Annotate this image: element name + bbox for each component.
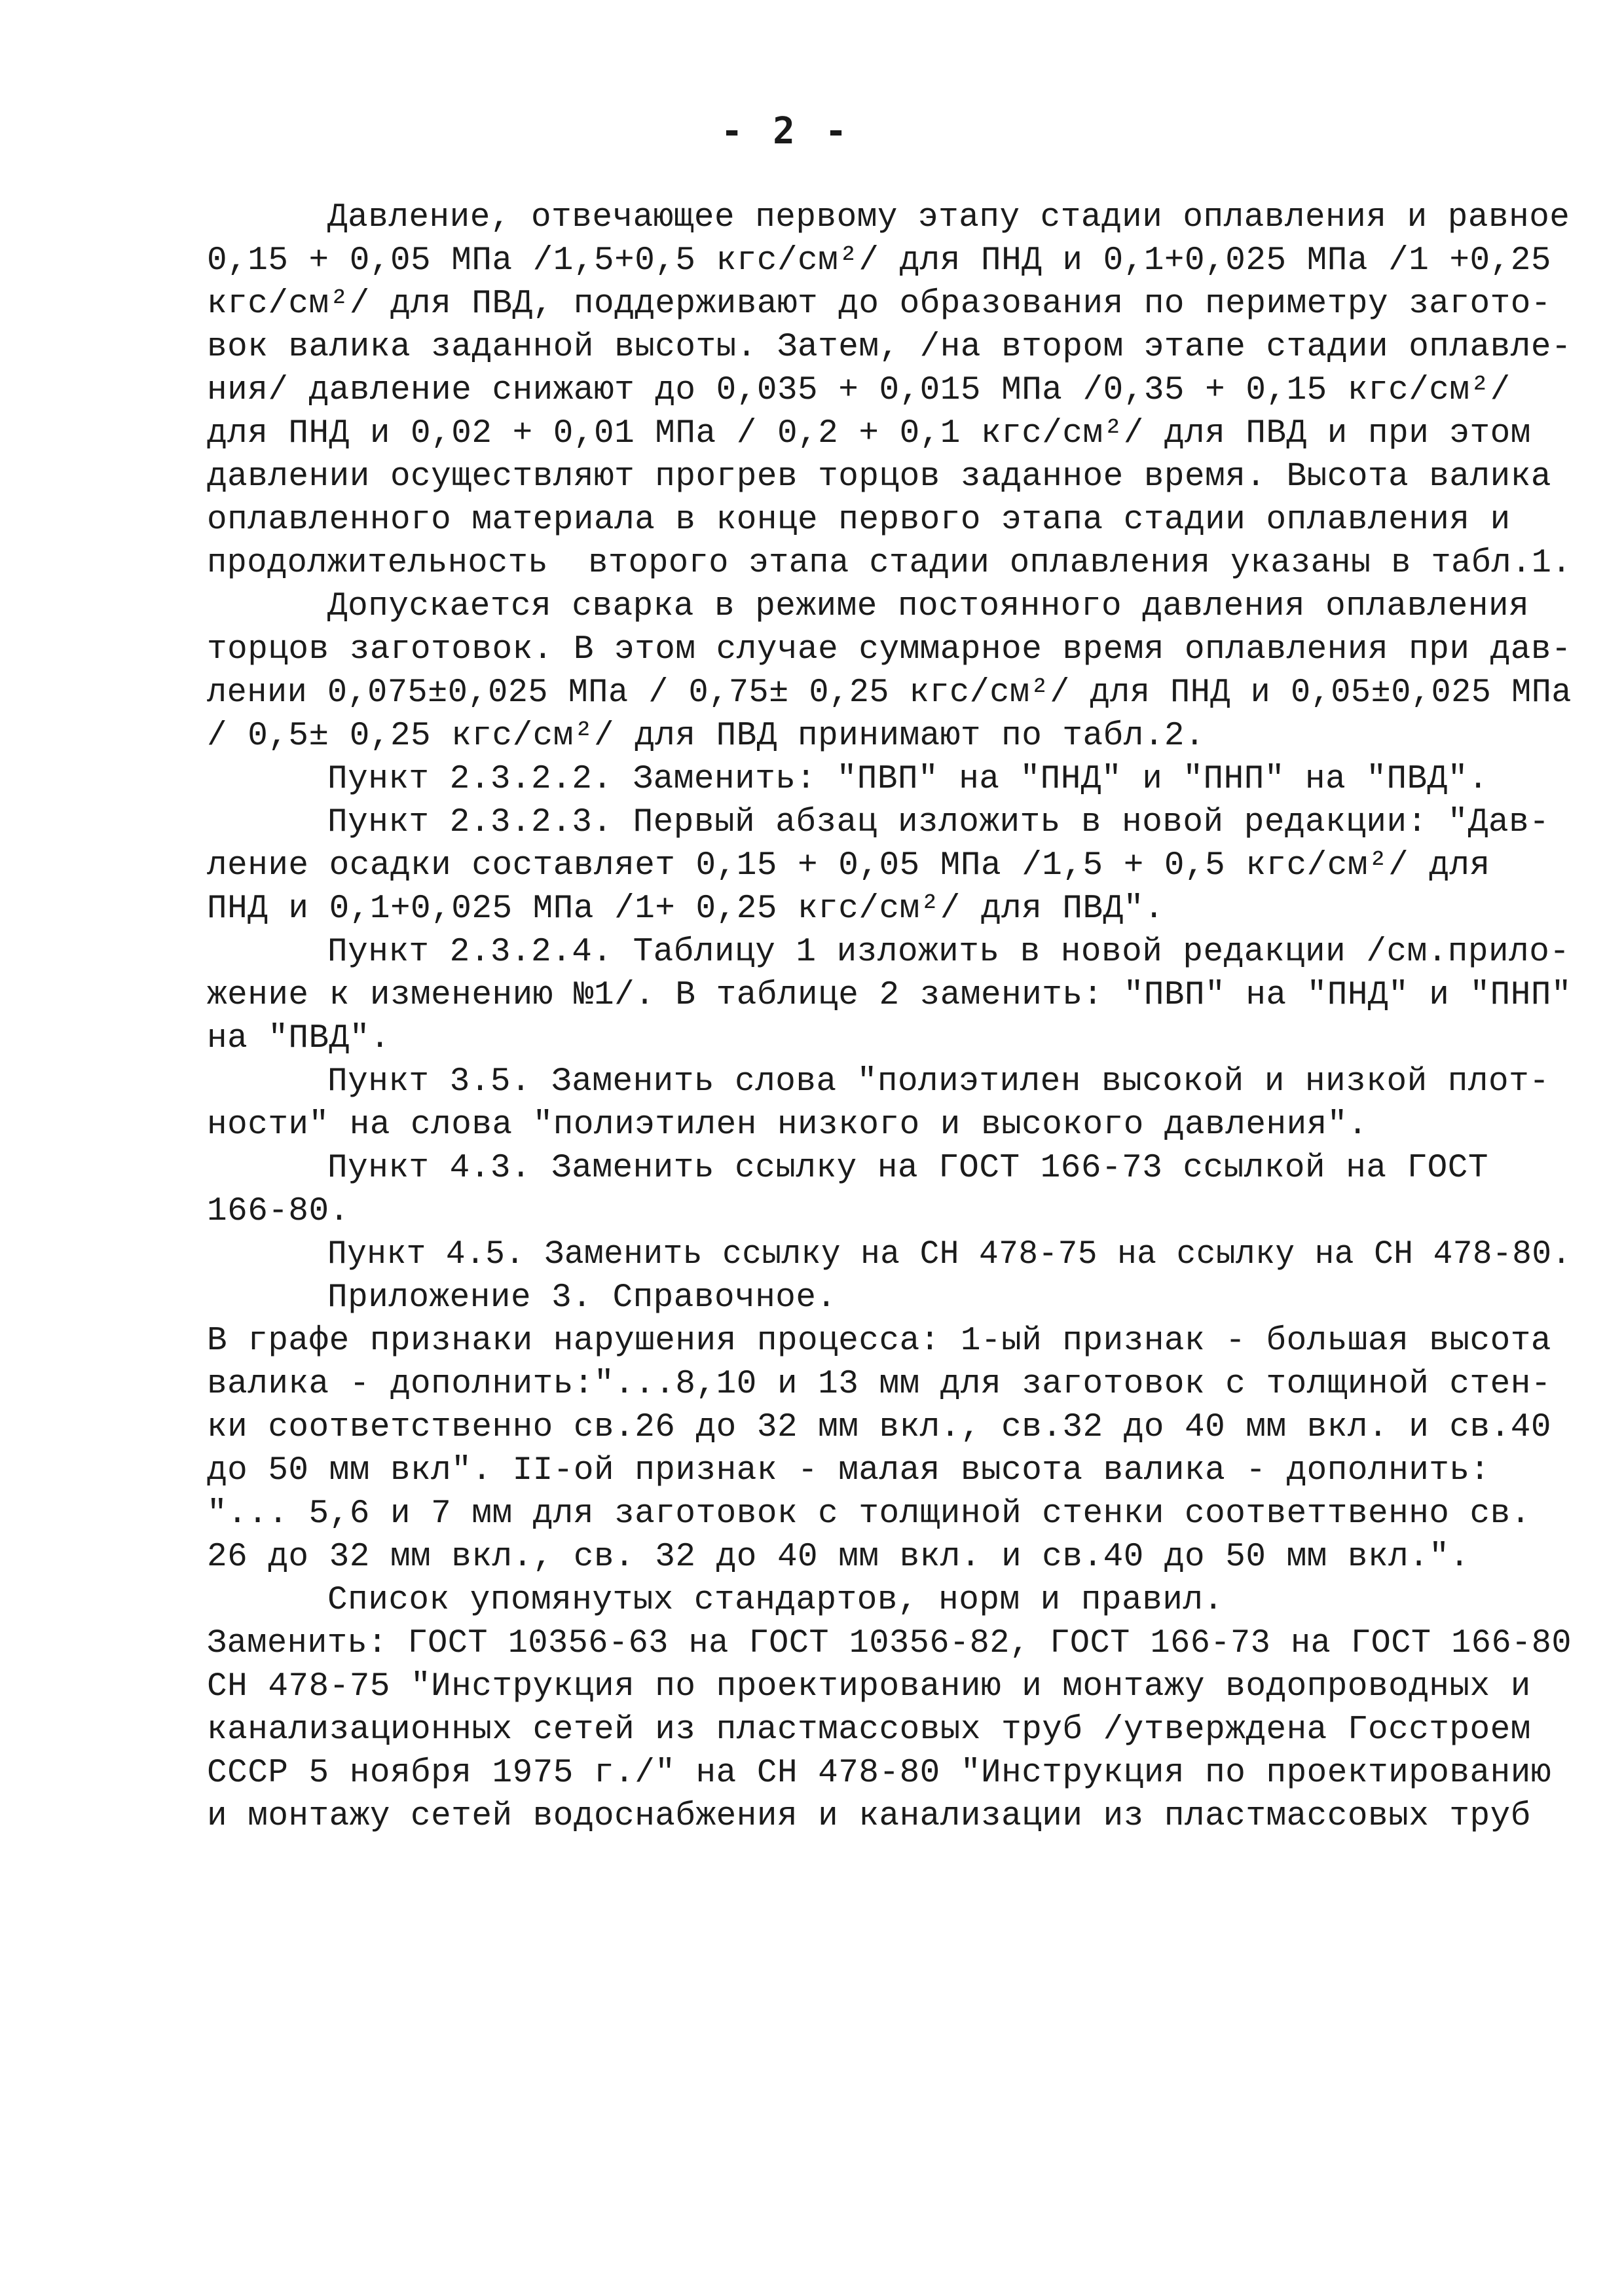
text-line: ление осадки составляет 0,15 + 0,05 МПа /1,5 + 0,5 кгс/см²/ для	[207, 847, 1490, 884]
text-line: СССР 5 ноября 1975 г./" на СН 478-80 "Инструкция по проектированию	[207, 1755, 1551, 1792]
text-line: 0,15 + 0,05 МПа /1,5+0,5 кгс/см²/ для ПНД и 0,1+0,025 МПа /1 +0,25	[207, 242, 1551, 280]
text-line: жение к изменению №1/. В таблице 2 заменить: "ПВП" на "ПНД" и "ПНП"	[207, 977, 1572, 1014]
text-line: Пункт 4.5. Заменить ссылку на СН 478-75 на ссылку на СН 478-80.	[327, 1236, 1572, 1273]
text-line: Давление, отвечающее первому этапу стадии оплавления и равное	[327, 199, 1570, 236]
text-line: Пункт 2.3.2.2. Заменить: "ПВП" на "ПНД" и "ПНП" на "ПВД".	[327, 761, 1488, 798]
text-line: канализационных сетей из пластмассовых труб /утверждена Госстроем	[207, 1711, 1531, 1749]
text-line: 166-80.	[207, 1193, 350, 1230]
text-line: валика - дополнить:"...8,10 и 13 мм для заготовок с толщиной стен-	[207, 1366, 1551, 1403]
text-line: на "ПВД".	[207, 1020, 390, 1057]
text-line: СН 478-75 "Инструкция по проектированию и монтажу водопроводных и	[207, 1668, 1531, 1705]
text-line: Допускается сварка в режиме постоянного давления оплавления	[327, 588, 1530, 625]
text-line: Пункт 3.5. Заменить слова "полиэтилен высокой и низкой плот-	[327, 1063, 1550, 1101]
text-line: и монтажу сетей водоснабжения и канализации из пластмассовых труб	[207, 1798, 1531, 1835]
text-line: для ПНД и 0,02 + 0,01 МПа / 0,2 + 0,1 кгс/см²/ для ПВД и при этом	[207, 415, 1531, 452]
text-line: "... 5,6 и 7 мм для заготовок с толщиной стенки соответтвенно св.	[207, 1495, 1531, 1533]
text-line: ности" на слова "полиэтилен низкого и высокого давления".	[207, 1106, 1368, 1144]
text-line: ПНД и 0,1+0,025 МПа /1+ 0,25 кгс/см²/ для ПВД".	[207, 890, 1164, 928]
text-line: / 0,5± 0,25 кгс/см²/ для ПВД принимают по табл.2.	[207, 718, 1206, 755]
text-line: Пункт 2.3.2.3. Первый абзац изложить в новой редакции: "Дав-	[327, 804, 1550, 841]
text-line: давлении осуществляют прогрев торцов заданное время. Высота валика	[207, 458, 1551, 496]
text-line: В графе признаки нарушения процесса: 1-ый признак - большая высота	[207, 1322, 1551, 1360]
text-line: торцов заготовок. В этом случае суммарное время оплавления при дав-	[207, 631, 1572, 668]
text-line: до 50 мм вкл". II-ой признак - малая высота валика - дополнить:	[207, 1452, 1490, 1489]
text-line: вок валика заданной высоты. Затем, /на втором этапе стадии оплавле-	[207, 329, 1572, 366]
text-line: ки соответственно св.26 до 32 мм вкл., св.32 до 40 мм вкл. и св.40	[207, 1409, 1551, 1446]
text-line: лении 0,075±0,025 МПа / 0,75± 0,25 кгс/см²/ для ПНД и 0,05±0,025 МПа	[207, 674, 1572, 712]
text-line: Список упомянутых стандартов, норм и правил.	[327, 1582, 1224, 1619]
text-line: кгс/см²/ для ПВД, поддерживают до образования по периметру загото-	[207, 285, 1551, 323]
text-line: 26 до 32 мм вкл., св. 32 до 40 мм вкл. и св.40 до 50 мм вкл.".	[207, 1539, 1470, 1576]
page-number: - 2 -	[720, 110, 851, 153]
text-line: продолжительность второго этапа стадии оплавления указаны в табл.1.	[207, 545, 1572, 582]
text-line: Пункт 2.3.2.4. Таблицу 1 изложить в новой редакции /см.прило-	[327, 934, 1570, 971]
text-line: ния/ давление снижают до 0,035 + 0,015 МПа /0,35 + 0,15 кгс/см²/	[207, 372, 1511, 409]
text-line: оплавленного материала в конце первого этапа стадии оплавления и	[207, 501, 1511, 539]
text-line: Приложение 3. Справочное.	[327, 1279, 837, 1317]
text-line: Пункт 4.3. Заменить ссылку на ГОСТ 166-73 ссылкой на ГОСТ	[327, 1150, 1488, 1187]
text-line: Заменить: ГОСТ 10356-63 на ГОСТ 10356-82, ГОСТ 166-73 на ГОСТ 166-80	[207, 1625, 1572, 1662]
